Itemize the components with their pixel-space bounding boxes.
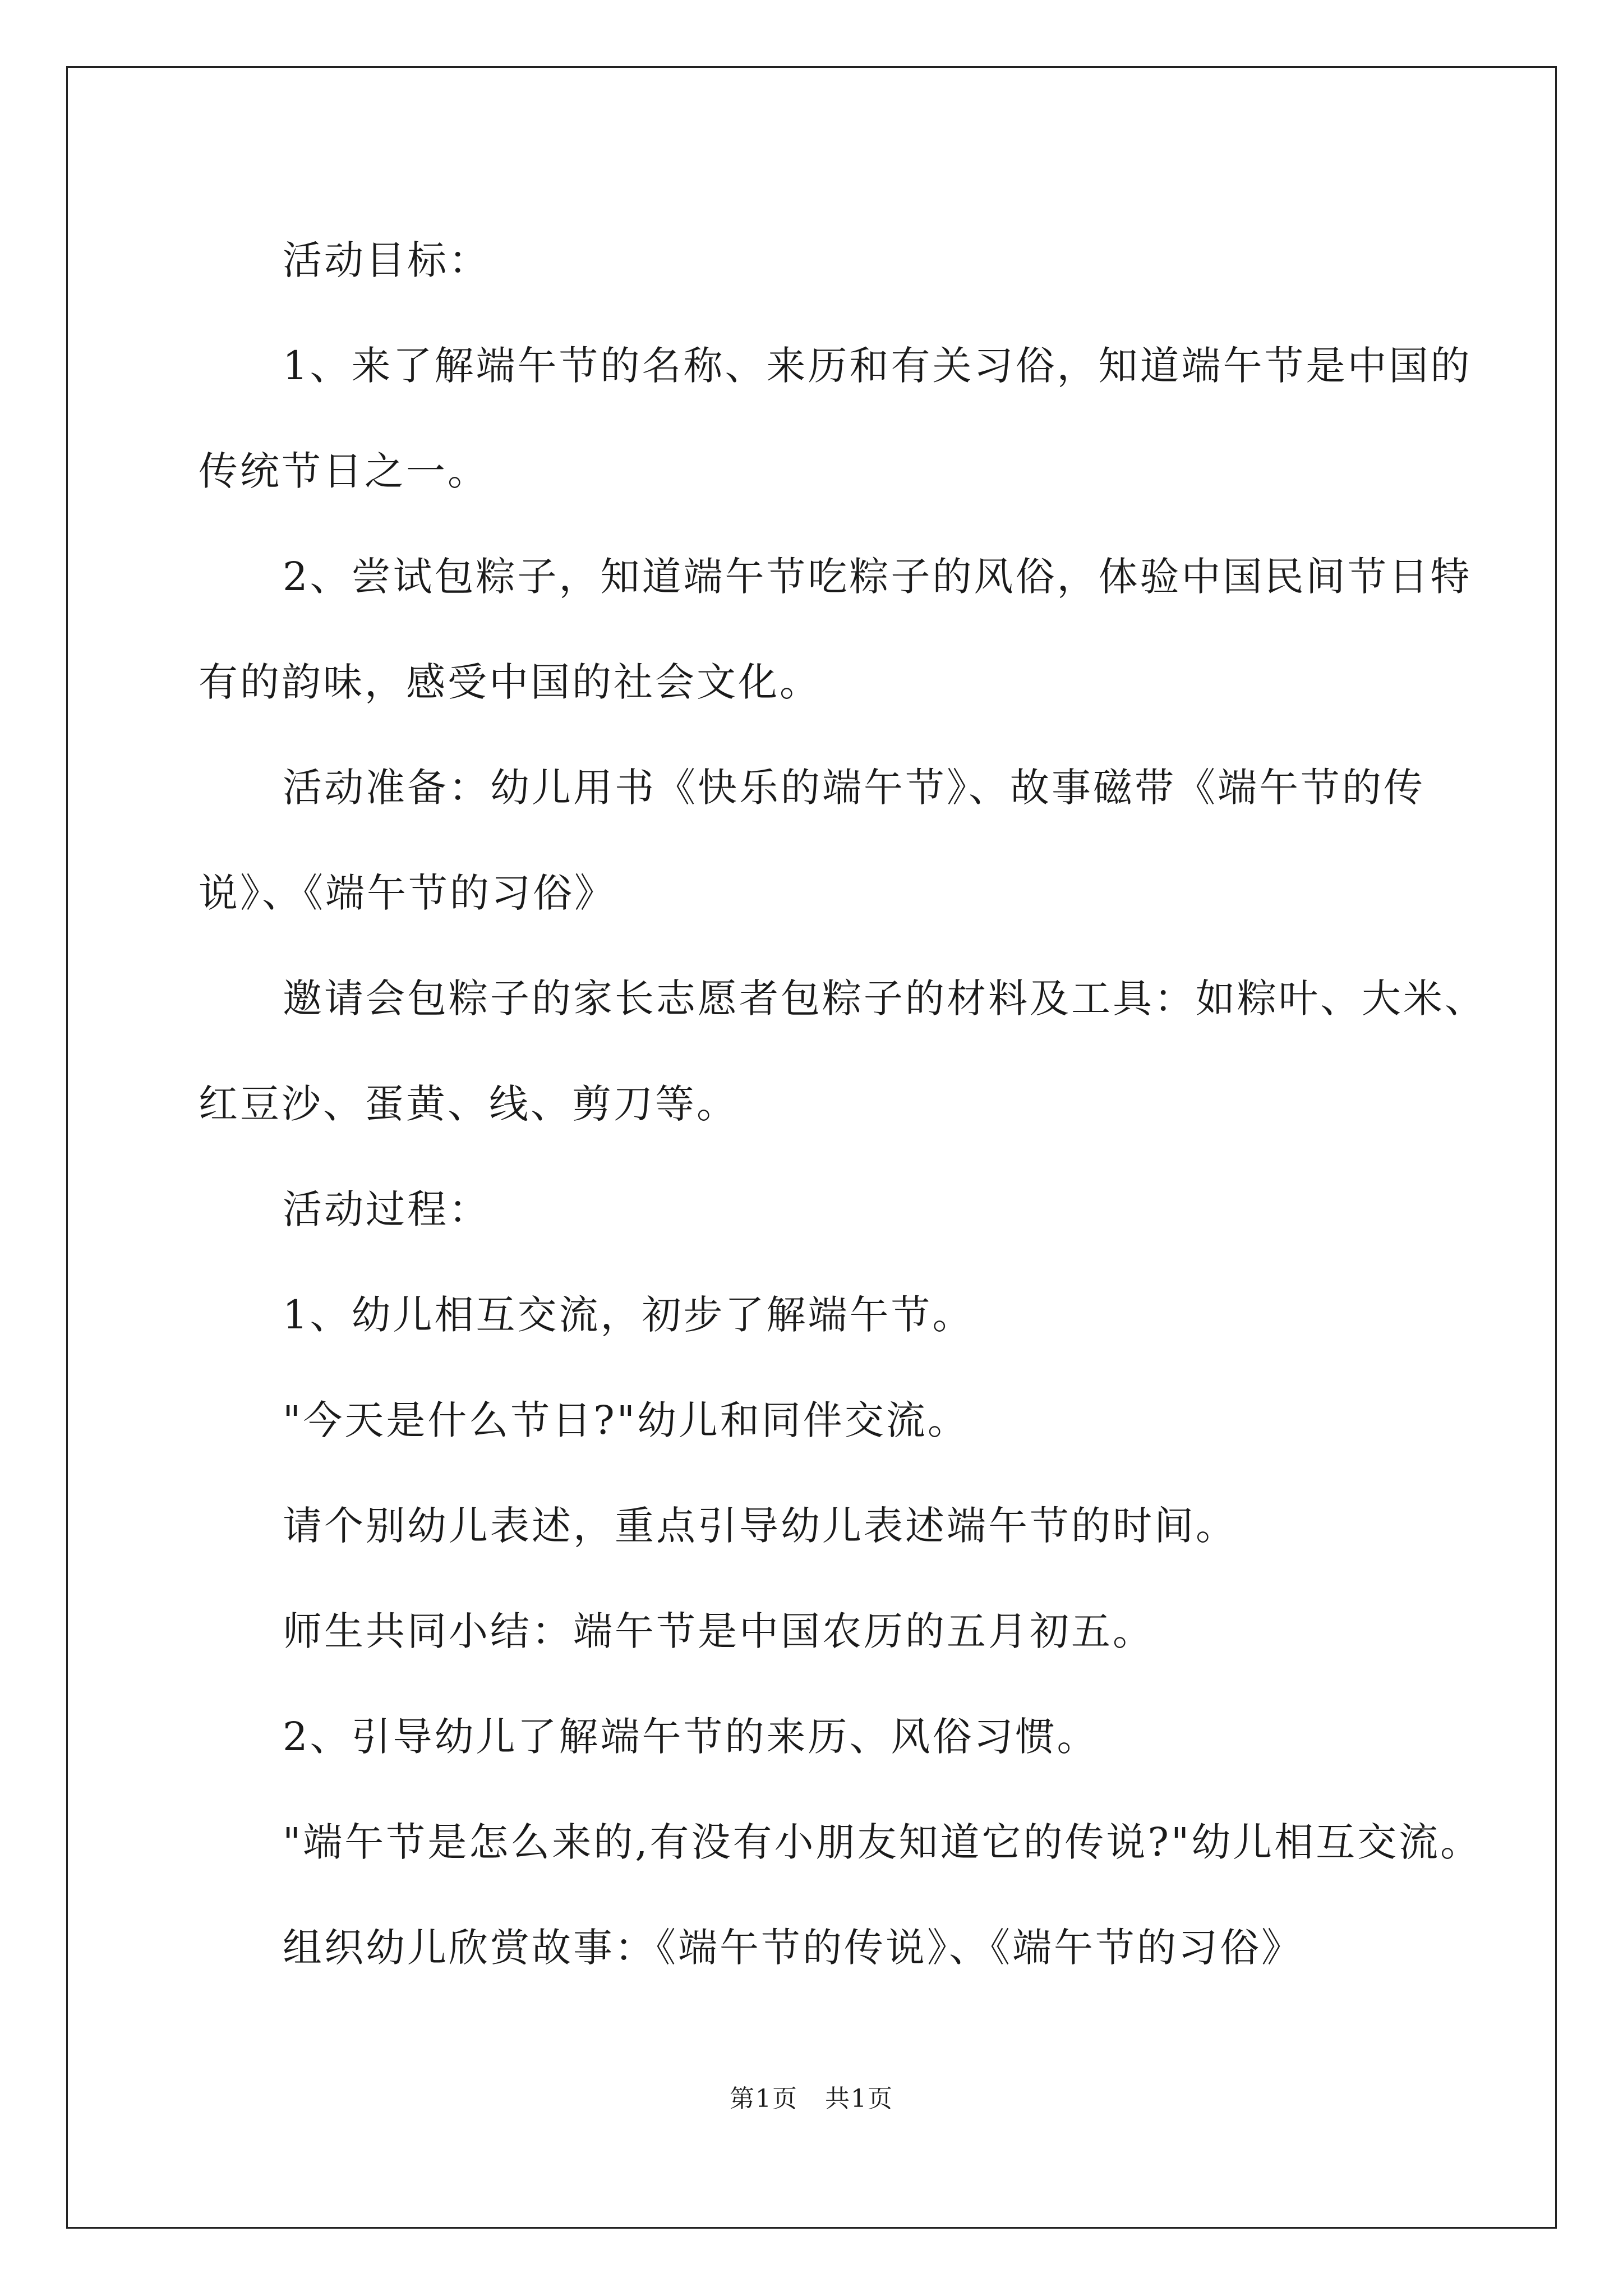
- paragraph-question-today: "今天是什么节日?"幼儿和同伴交流。: [283, 1397, 969, 1443]
- paragraph-individual-expression: 请个别幼儿表述，重点引导幼儿表述端午节的时间。: [283, 1503, 1237, 1549]
- paragraph-step-2: 2、引导幼儿了解端午节的来历、风俗习惯。: [283, 1714, 1099, 1760]
- paragraph-heading-process: 活动过程：: [283, 1186, 490, 1232]
- paragraph-heading-objectives: 活动目标：: [283, 237, 490, 283]
- paragraph-story-appreciation: 组织幼儿欣赏故事：《端午节的传说》、《端午节的习俗》: [283, 1925, 1303, 1971]
- document-body: [199, 208, 1486, 2000]
- paragraph-step-1: 1、幼儿相互交流，初步了解端午节。: [283, 1292, 974, 1338]
- paragraph-invite-parents: 邀请会包粽子的家长志愿者包粽子的材料及工具：如粽叶、大米、 红豆沙、蛋黄、线、剪刀等。: [199, 976, 1486, 1127]
- paragraph-preparation: 活动准备：幼儿用书《快乐的端午节》、故事磁带《端午节的传 说》、《端午节的习俗》: [199, 765, 1425, 916]
- page-footer: 第1页 共1页: [730, 2085, 893, 2113]
- paragraph-summary: 师生共同小结：端午节是中国农历的五月初五。: [283, 1608, 1154, 1654]
- paragraph-objective-1: 1、来了解端午节的名称、来历和有关习俗，知道端午节是中国的 传统节日之一。: [199, 343, 1472, 494]
- paragraph-question-origin: "端午节是怎么来的,有没有小朋友知道它的传说?"幼儿相互交流。: [283, 1819, 1482, 1865]
- paragraph-objective-2: 2、尝试包粽子，知道端午节吃粽子的风俗，体验中国民间节日特 有的韵味，感受中国的社会文化。: [199, 554, 1472, 705]
